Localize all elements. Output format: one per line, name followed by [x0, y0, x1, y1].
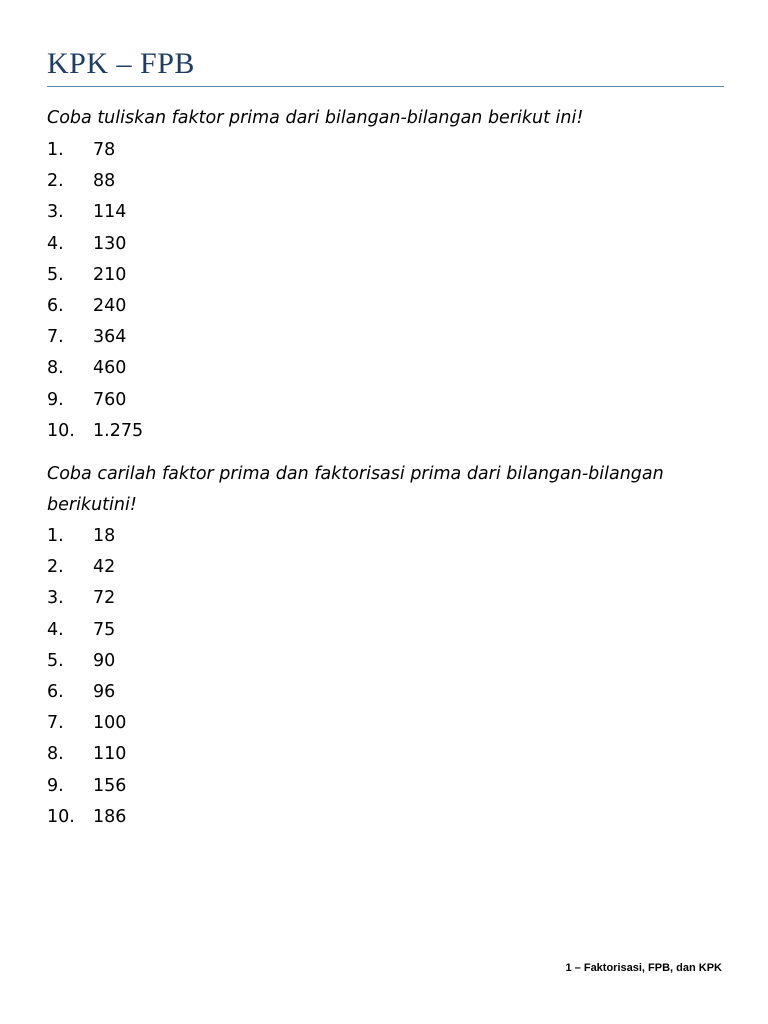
- list-item: [47, 353, 143, 384]
- item-value: 186: [93, 806, 127, 827]
- item-value: 72: [93, 588, 116, 609]
- item-value: 210: [93, 264, 127, 285]
- page-title: KPK – FPB: [47, 47, 195, 80]
- item-value: 130: [93, 233, 127, 254]
- list-item: [47, 166, 143, 197]
- item-number: 7.: [47, 327, 64, 348]
- list-item: [47, 521, 126, 552]
- item-number: 4.: [47, 619, 64, 640]
- item-value: 78: [93, 140, 116, 160]
- list-item: [47, 385, 143, 416]
- number-list-1: [47, 135, 143, 447]
- item-value: 18: [93, 526, 116, 546]
- list-item: [47, 229, 143, 260]
- item-value: 110: [93, 744, 127, 765]
- item-value: 240: [93, 295, 127, 316]
- list-item: [47, 135, 143, 166]
- item-number: 9.: [47, 775, 64, 796]
- item-value: 460: [93, 358, 127, 379]
- item-value: 1.275: [93, 420, 144, 441]
- item-number: 3.: [47, 588, 64, 609]
- list-item: [47, 197, 143, 228]
- item-number: 6.: [47, 295, 64, 316]
- item-number: 2.: [47, 557, 64, 578]
- item-value: 156: [93, 775, 127, 796]
- item-number: 10.: [47, 806, 75, 827]
- list-item: [47, 771, 126, 802]
- item-value: 90: [93, 650, 116, 671]
- title-divider: [47, 86, 724, 87]
- item-number: 9.: [47, 389, 64, 410]
- item-value: 96: [93, 681, 116, 702]
- item-value: 114: [93, 202, 127, 223]
- item-number: 4.: [47, 233, 64, 254]
- list-item: [47, 552, 126, 583]
- item-value: 100: [93, 713, 127, 734]
- list-item: [47, 646, 126, 677]
- list-item: [47, 739, 126, 770]
- list-item: [47, 260, 143, 291]
- number-list-2: [47, 521, 126, 833]
- list-item: [47, 677, 126, 708]
- list-item: [47, 416, 143, 447]
- instruction-2: Coba carilah faktor prima dan faktorisasi prima dari bilangan-bilangan berikutini!: [47, 464, 664, 515]
- item-number: 3.: [47, 202, 64, 223]
- item-number: 10.: [47, 420, 75, 441]
- item-number: 7.: [47, 713, 64, 734]
- instruction-1: Coba tuliskan faktor prima dari bilangan-bilangan berikut ini!: [47, 108, 584, 128]
- list-item: [47, 802, 126, 833]
- item-number: 1.: [47, 140, 64, 160]
- item-value: 88: [93, 171, 116, 192]
- item-value: 75: [93, 619, 116, 640]
- item-number: 6.: [47, 681, 64, 702]
- item-number: 5.: [47, 264, 64, 285]
- list-item: [47, 291, 143, 322]
- item-number: 8.: [47, 744, 64, 765]
- item-number: 8.: [47, 358, 64, 379]
- item-value: 760: [93, 389, 127, 410]
- item-value: 42: [93, 557, 116, 578]
- item-number: 2.: [47, 171, 64, 192]
- list-item: [47, 708, 126, 739]
- list-item: [47, 583, 126, 614]
- item-number: 1.: [47, 526, 64, 546]
- item-number: 5.: [47, 650, 64, 671]
- item-value: 364: [93, 327, 127, 348]
- list-item: [47, 615, 126, 646]
- list-item: [47, 322, 143, 353]
- page-footer: 1 – Faktorisasi, FPB, dan KPK: [565, 962, 722, 974]
